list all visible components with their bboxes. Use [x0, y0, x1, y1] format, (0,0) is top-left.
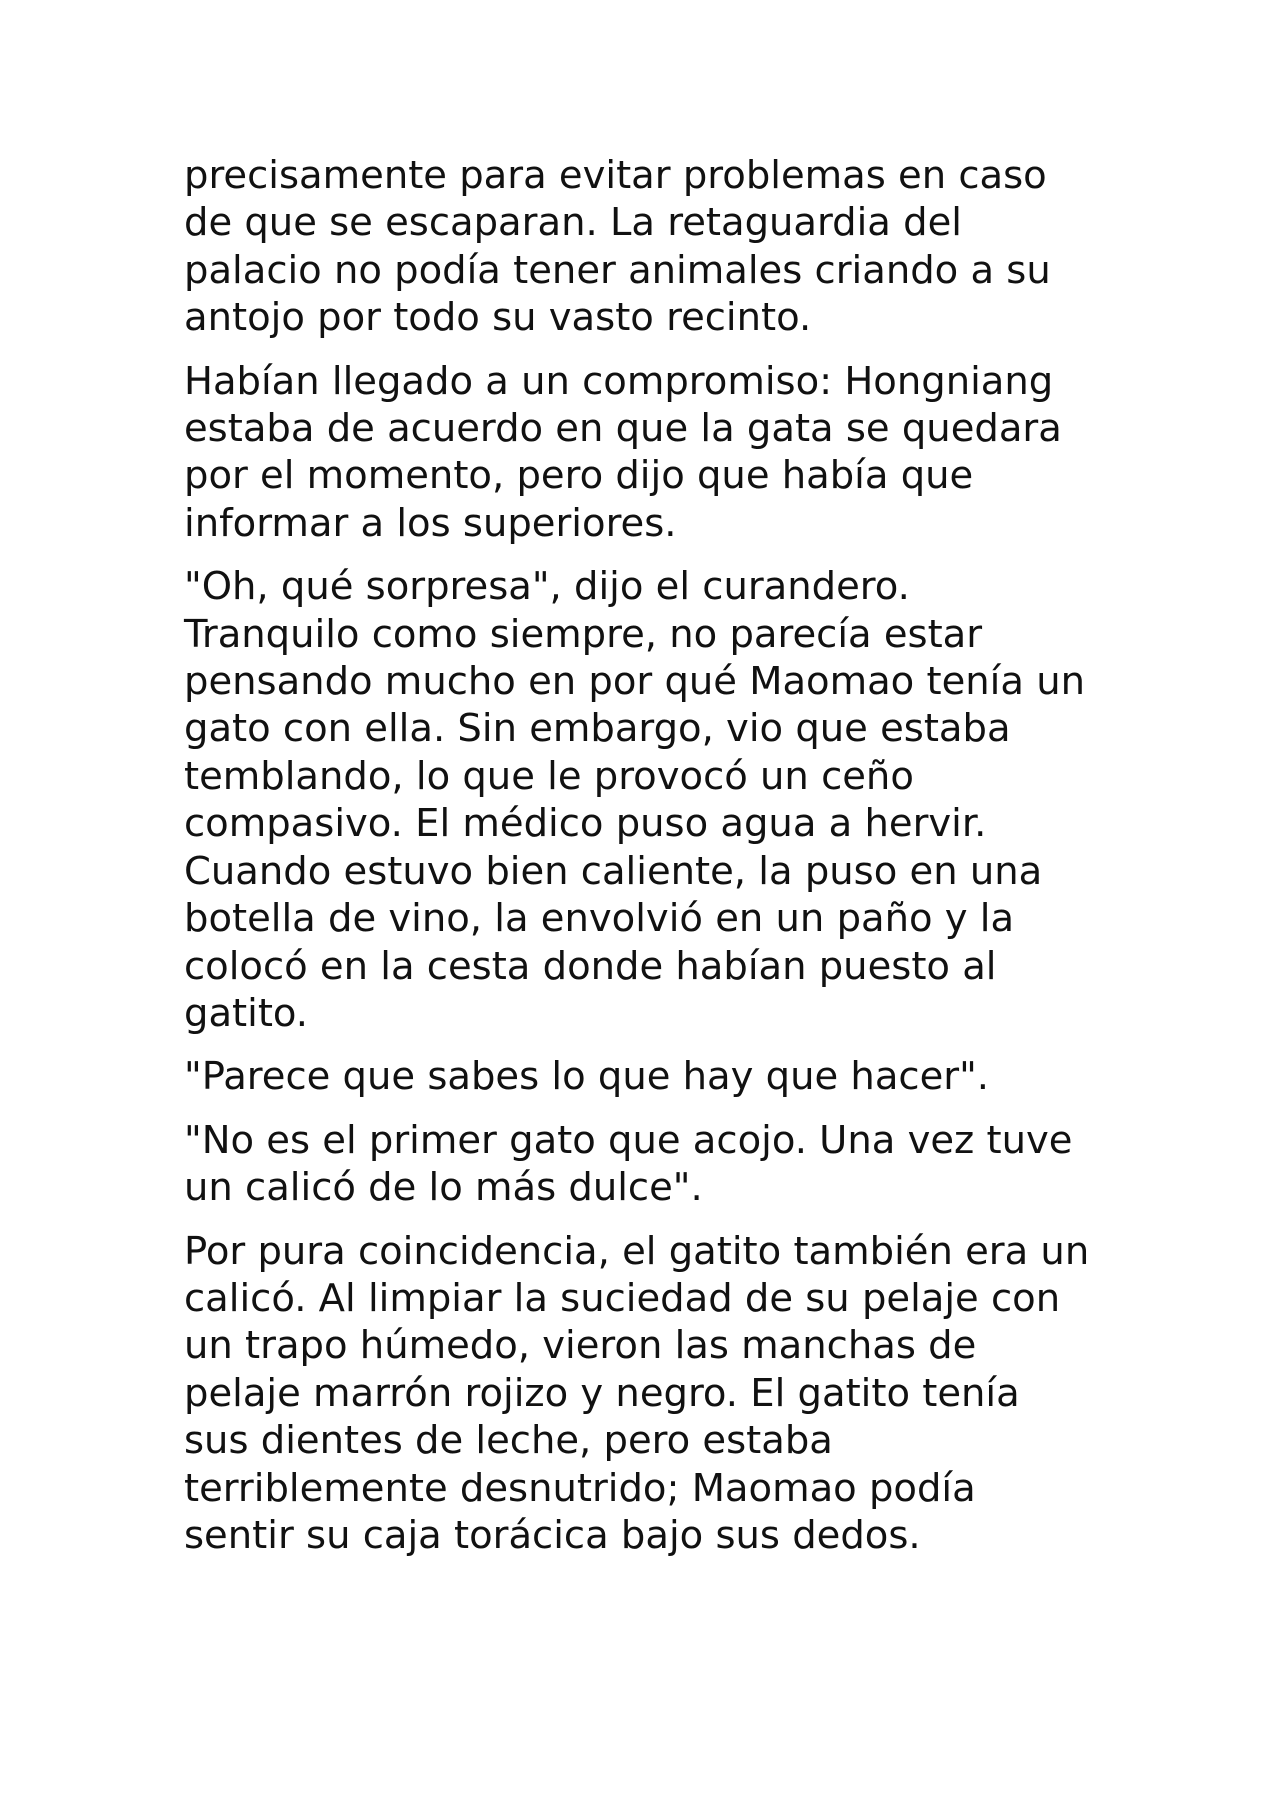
text-line: "Oh, qué sorpresa", dijo el curandero. — [184, 564, 910, 610]
text-line: palacio no podía tener animales criando a su — [184, 247, 1051, 293]
text-line: "Parece que sabes lo que hay que hacer". — [184, 1054, 990, 1100]
text-line: de que se escaparan. La retaguardia del — [184, 200, 962, 246]
paragraph — [184, 358, 1124, 548]
text-line: estaba de acuerdo en que la gata se quedara — [184, 406, 1062, 452]
text-line: sentir su caja torácica bajo sus dedos. — [184, 1512, 921, 1558]
text-line: calicó. Al limpiar la suciedad de su pelaje con — [184, 1275, 1061, 1321]
text-line: antojo por todo su vasto recinto. — [184, 295, 812, 341]
paragraph — [184, 563, 1124, 1037]
text-line: sus dientes de leche, pero estaba — [184, 1418, 833, 1464]
text-line: colocó en la cesta donde habían puesto al — [184, 943, 997, 989]
text-line: pensando mucho en por qué Maomao tenía un — [184, 659, 1085, 705]
text-line: un trapo húmedo, vieron las manchas de — [184, 1323, 977, 1369]
text-line: terriblemente desnutrido; Maomao podía — [184, 1465, 976, 1511]
paragraph — [184, 1053, 1124, 1100]
text-line: un calicó de lo más dulce". — [184, 1165, 703, 1211]
paragraph — [184, 1228, 1124, 1560]
text-line: Cuando estuvo bien caliente, la puso en una — [184, 848, 1043, 894]
text-line: temblando, lo que le provocó un ceño — [184, 753, 914, 799]
text-line: "No es el primer gato que acojo. Una vez tuve — [184, 1117, 1073, 1163]
text-line: Habían llegado a un compromiso: Hongniang — [184, 358, 1054, 404]
text-line: botella de vino, la envolvió en un paño y la — [184, 896, 1015, 942]
text-line: gato con ella. Sin embargo, vio que estaba — [184, 706, 1011, 752]
paragraph — [184, 152, 1124, 342]
text-line: por el momento, pero dijo que había que — [184, 453, 974, 499]
text-body — [184, 152, 1124, 1575]
text-line: pelaje marrón rojizo y negro. El gatito tenía — [184, 1370, 1020, 1416]
text-line: informar a los superiores. — [184, 500, 677, 546]
text-line: Por pura coincidencia, el gatito también era un — [184, 1228, 1090, 1274]
paragraph — [184, 1117, 1124, 1212]
text-line: compasivo. El médico puso agua a hervir. — [184, 801, 987, 847]
text-line: gatito. — [184, 990, 309, 1036]
text-line: precisamente para evitar problemas en caso — [184, 153, 1047, 198]
text-line: Tranquilo como siempre, no parecía estar — [184, 611, 983, 657]
